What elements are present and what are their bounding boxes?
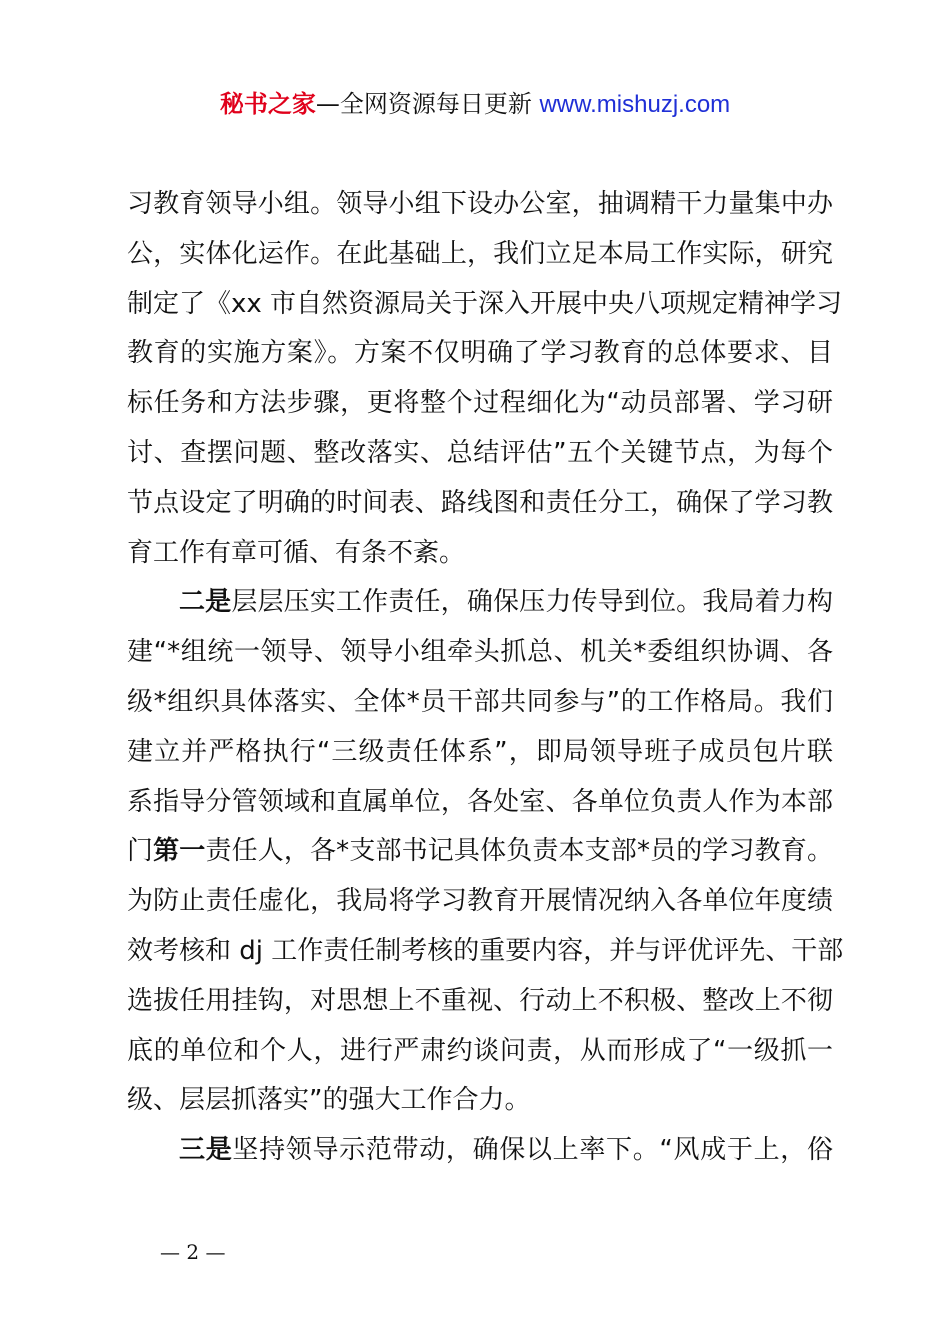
paragraph-2-first-text: 层层压实工作责任，确保压力传导到位。我局着力构 xyxy=(231,587,833,618)
body-line: 标任务和方法步骤，更将整个过程细化为“动员部署、学习研 xyxy=(127,388,833,419)
body-line: 效考核和 dj 工作责任制考核的重要内容，并与评优评先、干部 xyxy=(127,935,844,966)
body-line-suffix: 责任人，各*支部书记具体负责本支部*员的学习教育。 xyxy=(205,836,833,867)
body-line-prefix: 门 xyxy=(127,836,154,867)
body-line: 为防止责任虚化，我局将学习教育开展情况纳入各单位年度绩 xyxy=(127,886,833,917)
body-line: 底的单位和个人，进行严肃约谈问责，从而形成了“一级抓一 xyxy=(127,1035,833,1066)
header-brand: 秘书之家 xyxy=(219,90,316,118)
body-line: 级、层层抓落实”的强大工作合力。 xyxy=(127,1085,531,1116)
paragraph-3-first-line xyxy=(127,1126,833,1176)
body-line: 讨、查摆问题、整改落实、总结评估”五个关键节点，为每个 xyxy=(127,437,833,468)
emphasis-text: 第一 xyxy=(153,836,206,867)
document-body xyxy=(127,180,844,1176)
header-site-link[interactable]: www.mishuzj.com xyxy=(539,91,731,118)
body-line: 建立并严格执行“三级责任体系”，即局领导班子成员包片联 xyxy=(127,736,833,767)
body-line: 级*组织具体落实、全体*员干部共同参与”的工作格局。我们 xyxy=(127,686,833,717)
page-header xyxy=(0,86,950,123)
body-line: 节点设定了明确的时间表、路线图和责任分工，确保了学习教 xyxy=(127,487,833,518)
body-line: 制定了《xx 市自然资源局关于深入开展中央八项规定精神学习 xyxy=(127,288,843,319)
body-line-with-emphasis xyxy=(127,827,833,877)
body-line: 育工作有章可循、有条不紊。 xyxy=(127,537,466,568)
body-line: 公，实体化运作。在此基础上，我们立足本局工作实际，研究 xyxy=(127,238,833,269)
header-tagline: —全网资源每日更新 xyxy=(315,90,532,118)
body-line: 建“*组统一领导、领导小组牵头抓总、机关*委组织协调、各 xyxy=(127,637,833,668)
body-line: 教育的实施方案》。方案不仅明确了学习教育的总体要求、目 xyxy=(127,338,833,369)
body-line: 习教育领导小组。领导小组下设办公室，抽调精干力量集中办 xyxy=(127,189,833,219)
paragraph-2-lead: 二是 xyxy=(179,587,232,618)
body-line: 选拔任用挂钩，对思想上不重视、行动上不积极、整改上不彻 xyxy=(127,985,833,1016)
paragraph-2-first-line xyxy=(127,578,833,628)
page-number: — 2 — xyxy=(160,1240,226,1264)
body-line: 系指导分管领域和直属单位，各处室、各单位负责人作为本部 xyxy=(127,786,833,817)
paragraph-3-lead: 三是 xyxy=(179,1135,233,1166)
paragraph-3-first-text: 坚持领导示范带动，确保以上率下。“风成于上，俗 xyxy=(232,1135,833,1166)
